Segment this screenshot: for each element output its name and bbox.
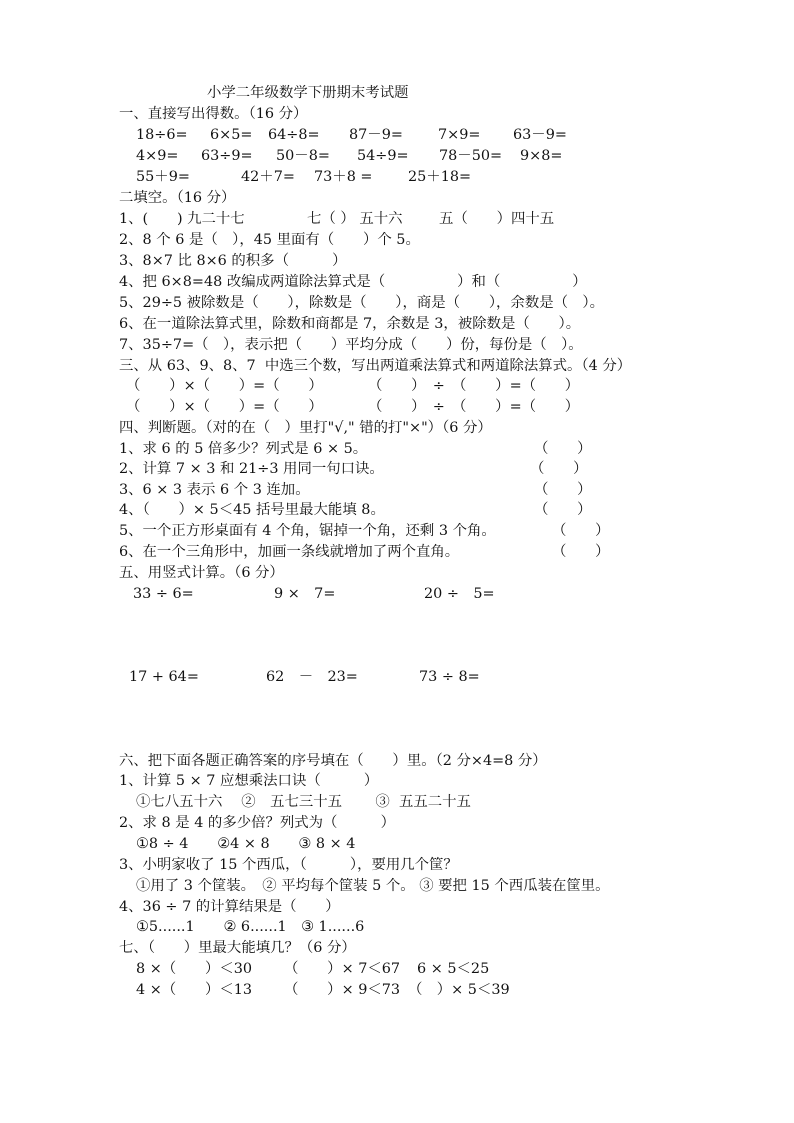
- section-7-heading: 七、（ ）里最大能填几？（6 分）: [119, 940, 356, 956]
- max-fill-item: 6 × 5＜25: [417, 961, 490, 977]
- div-blank: （ ） ÷ （ ）=（ ）: [368, 378, 580, 394]
- calc-item: 55＋9=: [136, 169, 190, 185]
- judge-blank: （ ）: [534, 482, 592, 498]
- calc-item: 73＋8 =: [314, 169, 373, 185]
- calc-item: 87－9=: [349, 127, 403, 143]
- section-6-heading: 六、把下面各题正确答案的序号填在（ ）里。（2 分×4=8 分）: [119, 753, 547, 769]
- choice-question: 3、小明家收了 15 个西瓜，（ ），要用几个筐？: [119, 857, 458, 873]
- calc-item: 63－9=: [513, 127, 567, 143]
- fill-item: 4、把 6×8=48 改编成两道除法算式是（ ）和（ ）: [119, 274, 587, 290]
- fill-item: 3、8×7 比 8×6 的积多（ ）: [119, 253, 347, 269]
- judge-item: 4、（ ）× 5＜45 括号里最大能填 8。: [119, 502, 385, 518]
- calc-item: 4×9=: [136, 148, 179, 164]
- judge-blank: （ ）: [552, 544, 610, 560]
- choice-question: 2、求 8 是 4 的多少倍？列式为（ ）: [119, 815, 396, 831]
- section-2-heading: 二填空。（16 分）: [119, 190, 236, 206]
- vertical-calc-item: 9 × 7=: [274, 586, 336, 602]
- vertical-calc-item: 17 + 64=: [129, 669, 199, 685]
- page-title: 小学二年级数学下册期末考试题: [207, 85, 409, 101]
- calc-item: 9×8=: [520, 148, 563, 164]
- mul-blank: （ ）×（ ）=（ ）: [126, 378, 323, 394]
- judge-blank: （ ）: [534, 502, 592, 518]
- fill-item: 5、29÷5 被除数是（ ），除数是（ ），商是（ ），余数是（ ）。: [119, 295, 604, 311]
- choice-options: ①5......1 ② 6......1 ③ 1......6: [136, 919, 365, 935]
- judge-item: 3、6 × 3 表示 6 个 3 连加。: [119, 482, 310, 498]
- judge-item: 1、求 6 的 5 倍多少？列式是 6 × 5。: [119, 441, 368, 457]
- judge-blank: （ ）: [530, 461, 588, 477]
- fill-item: 1、( ) 九二十七: [119, 211, 245, 227]
- section-3-heading: 三、从 63、9、8、7 中选三个数，写出两道乘法算式和两道除法算式。（4 分）: [119, 358, 632, 374]
- calc-item: 6×5=: [210, 127, 253, 143]
- judge-item: 5、一个正方形桌面有 4 个角，锯掉一个角，还剩 3 个角。: [119, 523, 496, 539]
- max-fill-item: （ ）× 5＜39: [408, 982, 510, 998]
- calc-item: 18÷6=: [136, 127, 188, 143]
- choice-question: 4、36 ÷ 7 的计算结果是（ ）: [119, 899, 340, 915]
- choice-question: 1、计算 5 × 7 应想乘法口诀（ ）: [119, 773, 379, 789]
- vertical-calc-item: 62 － 23=: [266, 669, 358, 685]
- section-4-heading: 四、判断题。（对的在（ ）里打"√," 错的打"×"）（6 分）: [119, 420, 492, 436]
- judge-blank: （ ）: [534, 441, 592, 457]
- max-fill-item: 4 ×（ ）＜13: [136, 982, 253, 998]
- calc-item: 78－50=: [439, 148, 503, 164]
- vertical-calc-item: 20 ÷ 5=: [424, 586, 495, 602]
- calc-item: 7×9=: [438, 127, 481, 143]
- calc-item: 42＋7=: [241, 169, 295, 185]
- judge-item: 2、计算 7 × 3 和 21÷3 用同一句口诀。: [119, 461, 384, 477]
- fill-item: 6、在一道除法算式里，除数和商都是 7，余数是 3，被除数是（ ）。: [119, 316, 581, 332]
- choice-options: ①用了 3 个筐装。 ② 平均每个筐装 5 个。 ③ 要把 15 个西瓜装在筐里。: [136, 878, 610, 894]
- calc-item: 50－8=: [276, 148, 330, 164]
- judge-item: 6、在一个三角形中，加画一条线就增加了两个直角。: [119, 544, 460, 560]
- max-fill-item: 8 ×（ ）＜30: [136, 961, 253, 977]
- div-blank: （ ） ÷ （ ）=（ ）: [368, 399, 580, 415]
- vertical-calc-item: 73 ÷ 8=: [419, 669, 480, 685]
- section-1-heading: 一、直接写出得数。（16 分）: [119, 106, 308, 122]
- choice-options: ①七八五十六 ② 五七三十五 ③ 五五二十五: [136, 794, 471, 810]
- calc-item: 54÷9=: [357, 148, 409, 164]
- mul-blank: （ ）×（ ）=（ ）: [126, 399, 323, 415]
- calc-item: 25＋18=: [408, 169, 472, 185]
- calc-item: 64÷8=: [268, 127, 320, 143]
- choice-options: ①8 ÷ 4 ②4 × 8 ③ 8 × 4: [136, 836, 356, 852]
- fill-item: 7、35÷7=（ ），表示把（ ）平均分成（ ）份，每份是（ ）。: [119, 337, 583, 353]
- judge-blank: （ ）: [552, 523, 610, 539]
- vertical-calc-item: 33 ÷ 6=: [133, 586, 194, 602]
- section-5-heading: 五、用竖式计算。（6 分）: [119, 565, 284, 581]
- max-fill-item: （ ）× 9＜73: [284, 982, 401, 998]
- fill-item: 2、8 个 6 是（ ），45 里面有（ ）个 5。: [119, 232, 420, 248]
- calc-item: 63÷9=: [201, 148, 253, 164]
- max-fill-item: （ ）× 7＜67: [284, 961, 401, 977]
- fill-item: 五（ ）四十五: [439, 211, 555, 227]
- fill-item: 七（ ） 五十六: [307, 211, 403, 227]
